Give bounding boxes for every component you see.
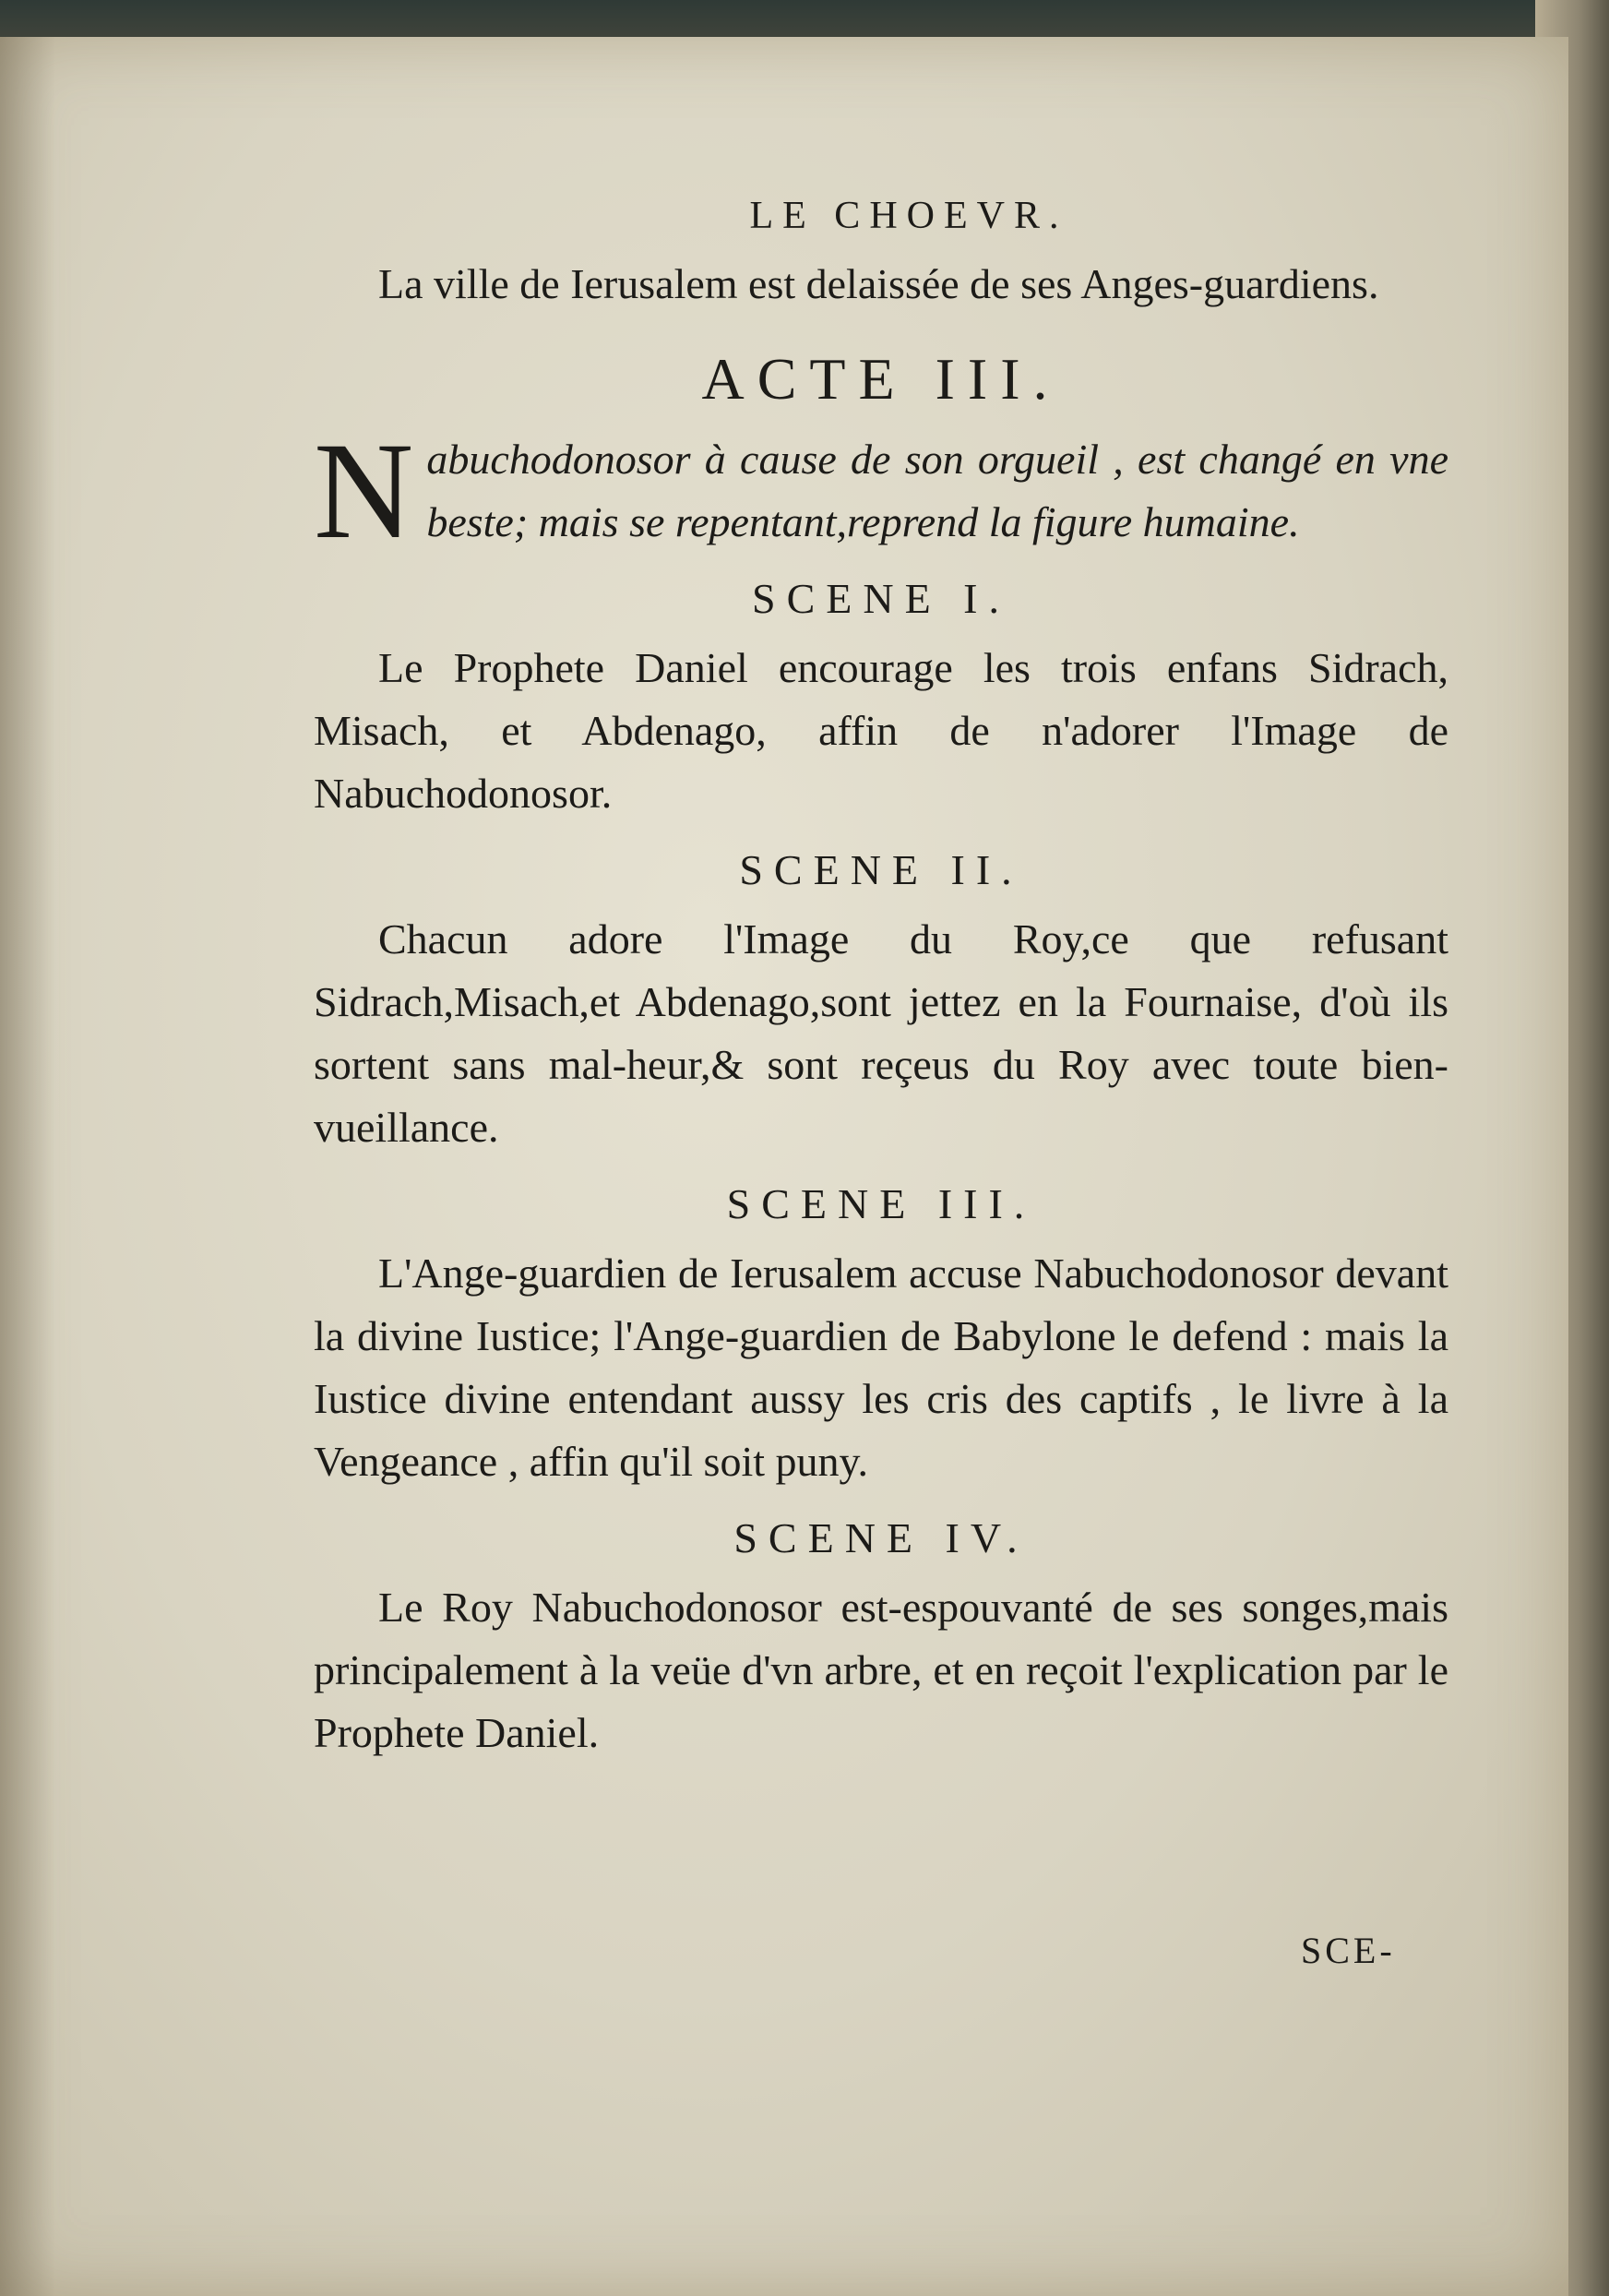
scene-heading: SCENE I. <box>752 575 1010 622</box>
book-page <box>0 37 1568 2296</box>
chorus-text: La ville de Ierusalem est delaissée de ses Anges-guardiens. <box>378 260 1379 307</box>
scene-heading: SCENE III. <box>726 1180 1036 1227</box>
running-head: LE CHOEVR. <box>749 195 1068 237</box>
scene-text: Chacun adore l'Image du Roy,ce que refusant Sidrach,Misach,et Abdenago,sont jettez en la Fournaise, d'où ils sortent sans mal-heur,& sont reçeus du Roy avec toute bien-vueillance. <box>314 915 1448 1151</box>
scene-heading: SCENE IV. <box>733 1514 1029 1561</box>
scene-text: Le Prophete Daniel encourage les trois enfans Sidrach, Misach, et Abdenago, affin de n'adorer l'Image de Nabuchodonosor. <box>314 644 1448 817</box>
act-summary-text: abuchodonosor à cause de son orgueil , est changé en vne beste; mais se repentant,reprend la figure humaine. <box>426 436 1448 545</box>
printed-text-block <box>314 185 1448 1764</box>
scene-heading: SCENE II. <box>739 846 1023 893</box>
act-heading: ACTE III. <box>701 346 1061 412</box>
drop-cap: N <box>314 414 414 568</box>
scene-text: L'Ange-guardien de Ierusalem accuse Nabuchodonosor devant la divine Iustice; l'Ange-guardien de Babylone le defend : mais la Iustice divine entendant aussy les cris des captifs , le livre à la Vengeance , affin qu'il soit puny. <box>314 1250 1448 1485</box>
act-summary <box>314 414 1448 568</box>
scene-text: Le Roy Nabuchodonosor est-espouvanté de ses songes,mais principalement à la veüe d'vn arbre, et en reçoit l'explication par le Prophete Daniel. <box>314 1584 1448 1756</box>
catchword: SCE- <box>1301 1930 1396 1971</box>
